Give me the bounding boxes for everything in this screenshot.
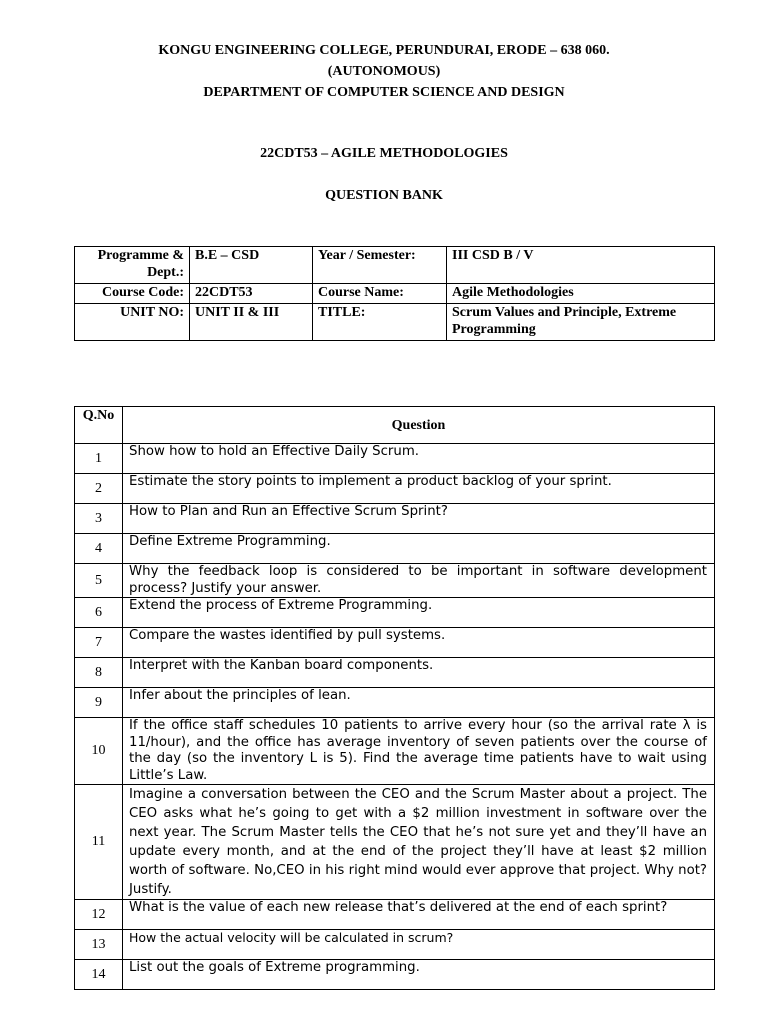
question-number: 1: [75, 444, 123, 474]
question-number: 13: [75, 930, 123, 960]
table-row: [75, 444, 715, 474]
programme-value: B.E – CSD: [190, 247, 313, 284]
question-text: Infer about the principles of lean.: [123, 688, 715, 718]
question-text: How the actual velocity will be calculated in scrum?: [123, 930, 715, 960]
year-semester-label: Year / Semester:: [313, 247, 447, 284]
unit-no-label: UNIT NO:: [75, 304, 190, 341]
question-text: If the office staff schedules 10 patients to arrive every hour (so the arrival rate λ is 11/hour), and the office has average inventory of seven patients over the course of the day (so the inventory L is 5). Find the average time patients have to wait using Little’s Law.: [123, 718, 715, 785]
question-text: What is the value of each new release that’s delivered at the end of each sprint?: [123, 900, 715, 930]
question-text: Imagine a conversation between the CEO and the Scrum Master about a project. The CEO asks what he’s going to get with a $2 million investment in software over the next year. The Scrum Master tells the CEO that he’s not sure yet and they’ll have an update every month, and at the end of the project they’ll have at least $2 million worth of software. No,CEO in his right mind would ever approve that project. Why not? Justify.: [123, 785, 715, 900]
course-code-value: 22CDT53: [190, 284, 313, 304]
unit-no-value: UNIT II & III: [190, 304, 313, 341]
title-label: TITLE:: [313, 304, 447, 341]
table-row: [75, 534, 715, 564]
question-number: 11: [75, 785, 123, 900]
question-number: 8: [75, 658, 123, 688]
question-number: 9: [75, 688, 123, 718]
course-name-value: Agile Methodologies: [447, 284, 715, 304]
question-number: 10: [75, 718, 123, 785]
question-table: [74, 406, 715, 990]
question-text: Interpret with the Kanban board components.: [123, 658, 715, 688]
question-number: 2: [75, 474, 123, 504]
year-semester-value: III CSD B / V: [447, 247, 715, 284]
course-heading: 22CDT53 – AGILE METHODOLOGIES: [260, 146, 508, 161]
question-number: 6: [75, 598, 123, 628]
table-header-row: [75, 407, 715, 444]
programme-label: Programme & Dept.:: [75, 247, 190, 284]
question-text: Estimate the story points to implement a product backlog of your sprint.: [123, 474, 715, 504]
course-code-label: Course Code:: [75, 284, 190, 304]
table-row: [75, 960, 715, 990]
question-text: Define Extreme Programming.: [123, 534, 715, 564]
question-number: 12: [75, 900, 123, 930]
autonomous-label: (AUTONOMOUS): [327, 64, 441, 79]
table-row: [75, 900, 715, 930]
question-column-header: Question: [123, 407, 715, 444]
title-value: Scrum Values and Principle, Extreme Programming: [447, 304, 715, 341]
table-row: [75, 688, 715, 718]
table-row: [75, 628, 715, 658]
course-info-table: [74, 246, 715, 341]
table-row: [75, 474, 715, 504]
qno-column-header: Q.No: [75, 407, 123, 444]
question-text: How to Plan and Run an Effective Scrum Sprint?: [123, 504, 715, 534]
table-row: [75, 785, 715, 900]
question-number: 14: [75, 960, 123, 990]
question-number: 3: [75, 504, 123, 534]
document-title: QUESTION BANK: [325, 188, 443, 203]
table-row: [75, 598, 715, 628]
question-text: Compare the wastes identified by pull systems.: [123, 628, 715, 658]
department-name: DEPARTMENT OF COMPUTER SCIENCE AND DESIGN: [203, 85, 565, 100]
question-number: 5: [75, 564, 123, 598]
question-text: Why the feedback loop is considered to be important in software development process? Justify your answer.: [123, 564, 715, 598]
question-text: Show how to hold an Effective Daily Scrum.: [123, 444, 715, 474]
question-number: 4: [75, 534, 123, 564]
table-row: [75, 504, 715, 534]
table-row: [75, 658, 715, 688]
table-row: [75, 564, 715, 598]
course-name-label: Course Name:: [313, 284, 447, 304]
question-text: Extend the process of Extreme Programming.: [123, 598, 715, 628]
question-text: List out the goals of Extreme programming.: [123, 960, 715, 990]
table-row: [75, 718, 715, 785]
college-name: KONGU ENGINEERING COLLEGE, PERUNDURAI, ERODE – 638 060.: [158, 43, 610, 58]
table-row: [75, 930, 715, 960]
question-number: 7: [75, 628, 123, 658]
